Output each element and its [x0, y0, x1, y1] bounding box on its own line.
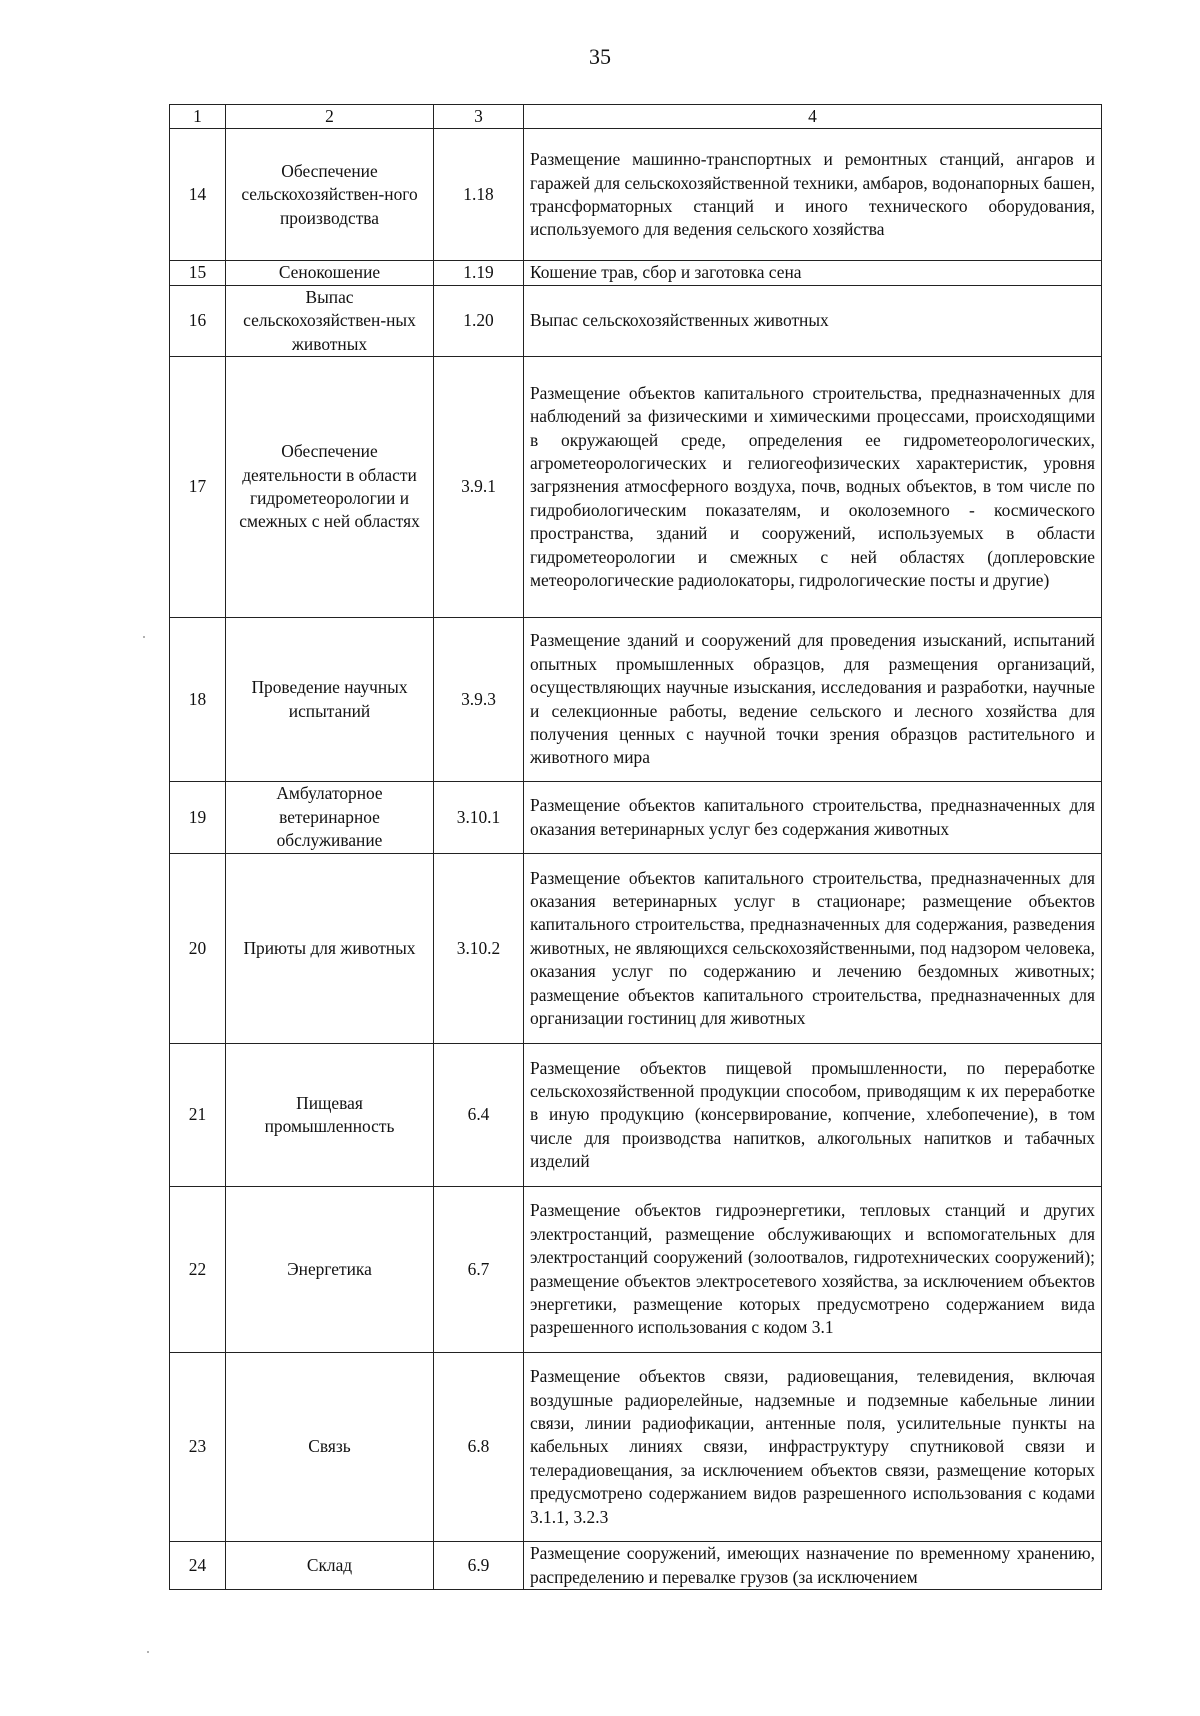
row-use-name: Пищевая промышленность	[226, 1044, 434, 1187]
table-row	[170, 1187, 1102, 1353]
row-description: Размещение объектов капитального строительства, предназначенных для оказания ветеринарных услуг в стационаре; размещение объектов капитального строительства, предназначенных для содержания, разведения животных, не являющихся сельскохозяйственными, под надзором человека, оказания услуг по содержанию и лечению бездомных животных; размещение объектов капитального строительства, предназначенных для организации гостиниц для животных	[524, 854, 1102, 1044]
row-description: Размещение объектов гидроэнергетики, тепловых станций и других электростанций, размещение обслуживающих и вспомогательных для электростанций сооружений (золоотвалов, гидротехнических сооружений); размещение объектов электросетевого хозяйства, за исключением объектов энергетики, размещение которых предусмотрено содержанием вида разрешенного использования с кодом 3.1	[524, 1187, 1102, 1353]
table-row	[170, 129, 1102, 261]
row-description: Размещение зданий и сооружений для проведения изысканий, испытаний опытных промышленных образцов, для размещения организаций, осуществляющих научные изыскания, исследования и разработки, научные и селекционные работы, ведение сельского и лесного хозяйства для получения ценных с научной точки зрения образцов растительного и животного мира	[524, 618, 1102, 782]
row-description: Выпас сельскохозяйственных животных	[524, 285, 1102, 356]
table-row	[170, 285, 1102, 356]
table-row	[170, 1044, 1102, 1187]
row-number: 16	[170, 285, 226, 356]
row-code: 6.8	[434, 1353, 524, 1542]
page-number: 35	[589, 44, 611, 69]
scan-speck	[143, 636, 145, 638]
row-use-name: Амбулаторное ветеринарное обслуживание	[226, 782, 434, 854]
row-code: 3.10.2	[434, 854, 524, 1044]
row-description: Размещение машинно-транспортных и ремонтных станций, ангаров и гаражей для сельскохозяйственной техники, амбаров, водонапорных башен, трансформаторных станций и иного технического оборудования, используемого для ведения сельского хозяйства	[524, 129, 1102, 261]
row-description: Размещение объектов капитального строительства, предназначенных для оказания ветеринарных услуг без содержания животных	[524, 782, 1102, 854]
table-row	[170, 854, 1102, 1044]
row-use-name: Обеспечение сельскохозяйствен-ного производства	[226, 129, 434, 261]
row-use-name: Связь	[226, 1353, 434, 1542]
header-col-3: 3	[434, 105, 524, 129]
row-use-name: Энергетика	[226, 1187, 434, 1353]
row-use-name: Выпас сельскохозяйствен-ных животных	[226, 285, 434, 356]
scan-speck	[147, 1651, 149, 1653]
row-use-name: Сенокошение	[226, 261, 434, 285]
table-header-row	[170, 105, 1102, 129]
header-col-1: 1	[170, 105, 226, 129]
row-description: Размещение сооружений, имеющих назначение по временному хранению, распределению и перевалке грузов (за исключением	[524, 1542, 1102, 1590]
row-code: 3.10.1	[434, 782, 524, 854]
row-use-name: Проведение научных испытаний	[226, 618, 434, 782]
row-number: 24	[170, 1542, 226, 1590]
land-use-table	[169, 104, 1102, 1590]
row-code: 1.20	[434, 285, 524, 356]
row-number: 23	[170, 1353, 226, 1542]
row-number: 14	[170, 129, 226, 261]
row-code: 1.19	[434, 261, 524, 285]
row-number: 19	[170, 782, 226, 854]
row-number: 22	[170, 1187, 226, 1353]
table-row	[170, 1353, 1102, 1542]
row-code: 1.18	[434, 129, 524, 261]
row-number: 18	[170, 618, 226, 782]
row-number: 21	[170, 1044, 226, 1187]
row-use-name: Склад	[226, 1542, 434, 1590]
header-col-2: 2	[226, 105, 434, 129]
table-row	[170, 782, 1102, 854]
row-code: 6.7	[434, 1187, 524, 1353]
row-use-name: Приюты для животных	[226, 854, 434, 1044]
row-number: 15	[170, 261, 226, 285]
row-code: 3.9.1	[434, 357, 524, 618]
table-row	[170, 357, 1102, 618]
row-description: Размещение объектов капитального строительства, предназначенных для наблюдений за физическими и химическими процессами, происходящими в окружающей среде, определения ее гидрометеорологических, агрометеорологических и гелиогеофизических характеристик, уровня загрязнения атмосферного воздуха, почв, водных объектов, в том числе по гидробиологическим показателям, и околоземного - космического пространства, зданий и сооружений, используемых в области гидрометеорологии и смежных с ней областях (доплеровские метеорологические радиолокаторы, гидрологические посты и другие)	[524, 357, 1102, 618]
row-use-name: Обеспечение деятельности в области гидрометеорологии и смежных с ней областях	[226, 357, 434, 618]
header-col-4: 4	[524, 105, 1102, 129]
row-number: 17	[170, 357, 226, 618]
table-row	[170, 261, 1102, 285]
row-code: 6.9	[434, 1542, 524, 1590]
row-number: 20	[170, 854, 226, 1044]
row-code: 6.4	[434, 1044, 524, 1187]
row-description: Размещение объектов пищевой промышленности, по переработке сельскохозяйственной продукции способом, приводящим к их переработке в иную продукцию (консервирование, копчение, хлебопечение), в том числе для производства напитков, алкогольных напитков и табачных изделий	[524, 1044, 1102, 1187]
table-row	[170, 1542, 1102, 1590]
row-description: Размещение объектов связи, радиовещания, телевидения, включая воздушные радиорелейные, надземные и подземные кабельные линии связи, линии радиофикации, антенные поля, усилительные пункты на кабельных линиях связи, инфраструктуру спутниковой связи и телерадиовещания, за исключением объектов связи, размещение которых предусмотрено содержанием видов разрешенного использования с кодами 3.1.1, 3.2.3	[524, 1353, 1102, 1542]
table-row	[170, 618, 1102, 782]
row-description: Кошение трав, сбор и заготовка сена	[524, 261, 1102, 285]
row-code: 3.9.3	[434, 618, 524, 782]
